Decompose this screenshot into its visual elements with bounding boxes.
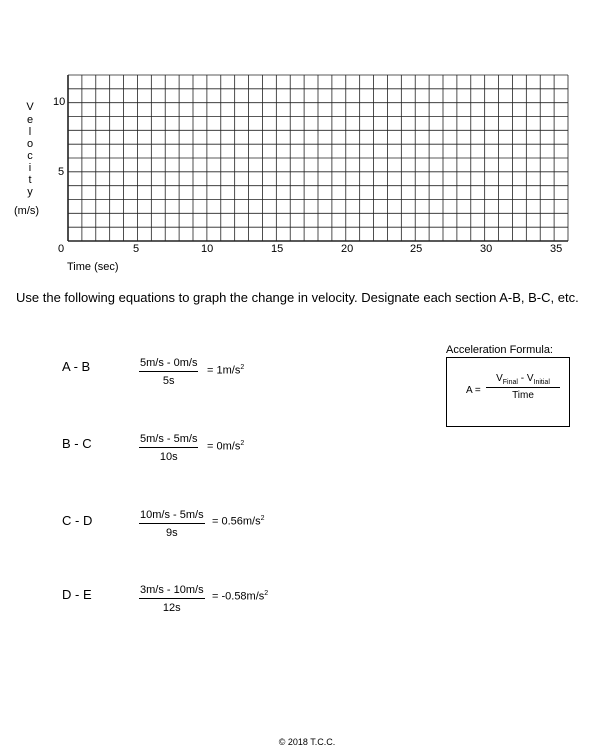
acceleration-formula-box bbox=[446, 357, 570, 427]
formula-v-initial: V bbox=[526, 373, 534, 384]
fraction-denominator: 5s bbox=[162, 375, 175, 387]
result-value: = 0.56m/s bbox=[212, 515, 261, 528]
y-axis-unit: (m/s) bbox=[14, 205, 40, 217]
y-axis-letter: y bbox=[27, 186, 33, 198]
x-tick-label: 30 bbox=[480, 243, 493, 255]
y-tick-label: 5 bbox=[58, 166, 65, 178]
formula-lhs: A = bbox=[466, 385, 481, 396]
section-fraction bbox=[139, 357, 198, 387]
y-axis-letter: V bbox=[26, 101, 34, 113]
x-tick-label: 25 bbox=[410, 243, 423, 255]
fraction-numerator: 3m/s - 10m/s bbox=[139, 584, 205, 599]
result-exponent: 2 bbox=[260, 515, 265, 522]
x-tick-label: 20 bbox=[341, 243, 354, 255]
x-tick-label: 35 bbox=[550, 243, 563, 255]
section-result bbox=[207, 440, 244, 453]
x-tick-label: 10 bbox=[201, 243, 214, 255]
result-value: = 0m/s bbox=[207, 440, 241, 453]
section-label: B - C bbox=[62, 436, 92, 451]
y-axis-letter: o bbox=[26, 138, 34, 150]
formula-numerator bbox=[486, 373, 560, 388]
x-tick-label: 15 bbox=[271, 243, 284, 255]
y-axis-letter: i bbox=[28, 162, 32, 174]
formula-denominator: Time bbox=[512, 390, 534, 401]
y-tick-label: 10 bbox=[53, 96, 66, 108]
fraction-numerator: 5m/s - 0m/s bbox=[139, 357, 198, 372]
formula-fraction bbox=[486, 373, 560, 401]
formula-initial-subscript: Initial bbox=[533, 379, 550, 386]
formula-final-subscript: Final bbox=[502, 379, 518, 386]
section-fraction bbox=[139, 509, 205, 539]
formula-box-title: Acceleration Formula: bbox=[446, 344, 553, 356]
copyright: © 2018 T.C.C. bbox=[278, 737, 336, 747]
section-fraction bbox=[139, 584, 205, 614]
y-axis-letter: e bbox=[26, 114, 34, 126]
x-tick-label: 0 bbox=[58, 243, 65, 255]
section-result bbox=[212, 590, 268, 603]
y-axis-letter: c bbox=[27, 150, 33, 162]
result-exponent: 2 bbox=[264, 590, 269, 597]
result-value: = -0.58m/s bbox=[212, 590, 265, 603]
x-tick-label: 5 bbox=[133, 243, 140, 255]
fraction-denominator: 10s bbox=[159, 451, 178, 463]
fraction-denominator: 12s bbox=[162, 602, 181, 614]
formula-v-final: V bbox=[496, 373, 503, 384]
velocity-time-grid bbox=[0, 0, 614, 260]
formula-minus: - bbox=[517, 373, 527, 384]
fraction-numerator: 10m/s - 5m/s bbox=[139, 509, 205, 524]
x-axis-title: Time (sec) bbox=[67, 261, 119, 273]
y-axis-letter: l bbox=[28, 126, 32, 138]
section-label: A - B bbox=[62, 359, 91, 374]
instructions: Use the following equations to graph the change in velocity. Designate each section A-B, B-C, etc. bbox=[16, 290, 579, 305]
section-result bbox=[212, 515, 265, 528]
y-axis-letter: t bbox=[28, 174, 32, 186]
section-label: C - D bbox=[62, 513, 93, 528]
section-result bbox=[207, 364, 244, 377]
result-exponent: 2 bbox=[240, 364, 245, 371]
fraction-numerator: 5m/s - 5m/s bbox=[139, 433, 198, 448]
section-fraction bbox=[139, 433, 198, 463]
result-value: = 1m/s bbox=[207, 364, 241, 377]
section-label: D - E bbox=[62, 587, 92, 602]
result-exponent: 2 bbox=[240, 440, 245, 447]
fraction-denominator: 9s bbox=[165, 527, 178, 539]
